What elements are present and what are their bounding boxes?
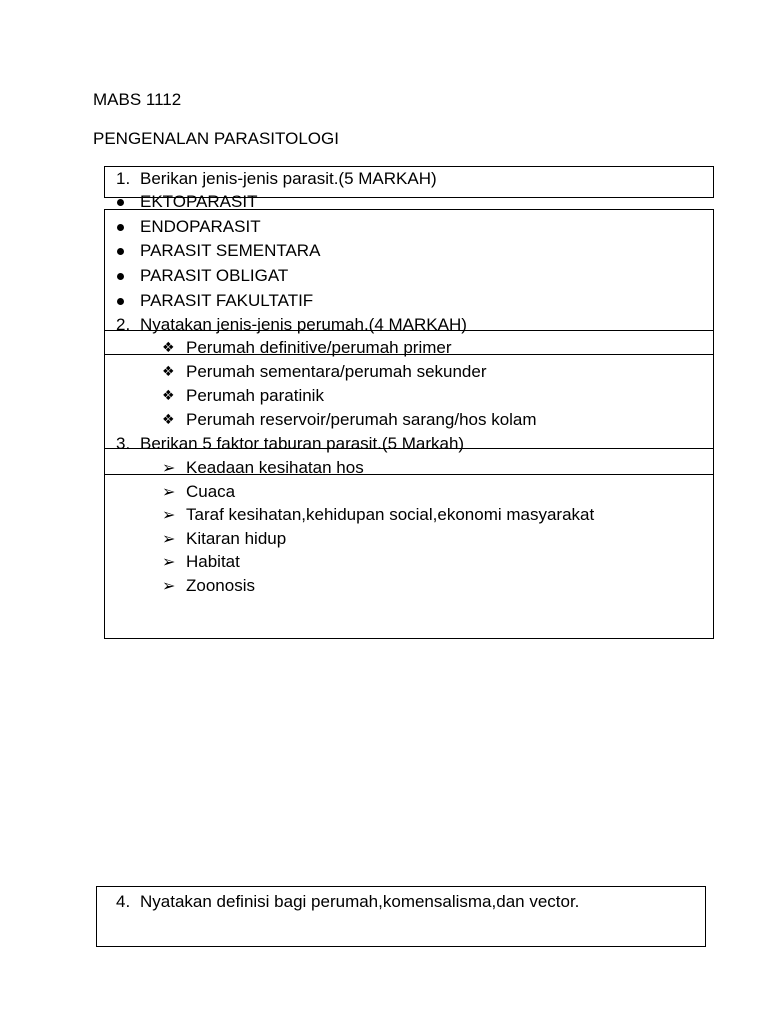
course-title: PENGENALAN PARASITOLOGI [93,129,339,148]
q2-answer-label: Perumah paratinik [186,386,324,405]
question-1-number: 1. [116,169,131,188]
arrow-bullet-icon: ➢ [162,458,176,477]
bullet-icon [117,224,124,231]
q1-answer-label: PARASIT FAKULTATIF [140,291,314,310]
q1-answer-label: ENDOPARASIT [140,217,261,236]
q3-answer-label: Cuaca [186,482,236,501]
question-1-text: Berikan jenis-jenis parasit.(5 MARKAH) [140,169,437,188]
question-4-number: 4. [116,892,131,911]
q1-answer-label: EKTOPARASIT [140,192,258,211]
q3-answer-label: Kitaran hidup [186,529,287,548]
arrow-bullet-icon: ➢ [162,482,176,501]
question-2-text: Nyatakan jenis-jenis perumah.(4 MARKAH) [140,315,467,334]
q2-answer-label: Perumah reservoir/perumah sarang/hos kolam [186,410,537,429]
arrow-bullet-icon: ➢ [162,552,176,571]
arrow-bullet-icon: ➢ [162,529,176,548]
question-3-text: Berikan 5 faktor taburan parasit.(5 Markah) [140,434,465,453]
arrow-bullet-icon: ➢ [162,576,176,595]
question-3-number: 3. [116,434,131,453]
arrow-bullet-icon: ➢ [162,505,176,524]
q3-answer-label: Habitat [186,552,240,571]
bullet-icon [117,199,124,206]
diamond-bullet-icon: ❖ [162,412,175,428]
diamond-bullet-icon: ❖ [162,364,175,380]
bullet-icon [117,273,124,280]
q2-answer-label: Perumah definitive/perumah primer [186,338,452,357]
course-code: MABS 1112 [93,90,182,109]
diamond-bullet-icon: ❖ [162,340,175,356]
q1-answer-label: PARASIT OBLIGAT [140,266,289,285]
q3-answer-label: Taraf kesihatan,kehidupan social,ekonomi masyarakat [186,505,595,524]
q1-answer-label: PARASIT SEMENTARA [140,241,321,260]
question-4-text: Nyatakan definisi bagi perumah,komensalisma,dan vector. [140,892,580,911]
q3-answer-label: Zoonosis [186,576,255,595]
bullet-icon [117,248,124,255]
bullet-icon [117,298,124,305]
diamond-bullet-icon: ❖ [162,388,175,404]
q2-answer-label: Perumah sementara/perumah sekunder [186,362,487,381]
question-2-number: 2. [116,315,131,334]
q3-answer-label: Keadaan kesihatan hos [186,458,364,477]
